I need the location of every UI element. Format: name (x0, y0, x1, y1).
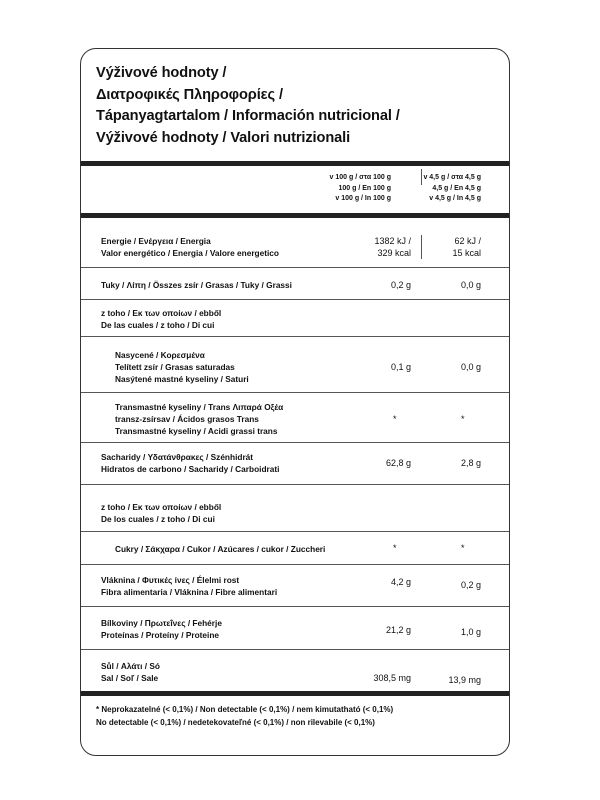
value-sugars-100g: * (393, 543, 397, 553)
row-label-fat-of-which: z toho / Εκ των οποίων / ebből De las cuales / z toho / Di cui (101, 308, 222, 330)
nutrition-label (80, 48, 510, 756)
row-divider (81, 606, 509, 607)
value-trans-serving: * (461, 414, 465, 424)
value-fibre-100g: 4,2 g (390, 577, 411, 587)
row-label-salt: Sůl / Αλάτι / Só Sal / Soľ / Sale (101, 661, 160, 683)
value-energy-100g: 1382 kJ / 329 kcal (374, 236, 411, 258)
header-divider (81, 213, 509, 218)
value-energy-serving: 62 kJ / 15 kcal (452, 236, 481, 258)
row-divider (81, 649, 509, 650)
row-divider (81, 267, 509, 268)
column-header-per-100g: v 100 g / στα 100 g 100 g / En 100 g v 100 g / In 100 g (329, 174, 391, 202)
value-saturated-serving: 0,0 g (460, 362, 481, 372)
value-saturated-100g: 0,1 g (390, 362, 411, 372)
title-line: Výživové hodnoty / Valori nutrizionali (96, 129, 351, 146)
footnote: * Neprokazatelné (< 0,1%) / Non detectable (< 0,1%) / nem kimutatható (< 0,1%) No detectable (< 0,1%) / nedetekovateľné (< 0,1%) / non rilevabile (< 0,1%) (96, 705, 394, 727)
row-label-fat: Tuky / Λίπη / Összes zsír / Grasas / Tuky / Grassi (101, 280, 292, 290)
value-salt-100g: 308,5 mg (373, 673, 411, 683)
row-label-protein: Bílkoviny / Πρωτεΐνες / Fehérje Proteínas / Proteíny / Proteine (101, 618, 222, 640)
value-fibre-serving: 0,2 g (460, 580, 481, 590)
value-protein-100g: 21,2 g (385, 625, 411, 635)
column-header-per-serving: v 4,5 g / στα 4,5 g 4,5 g / En 4,5 g v 4,5 g / In 4,5 g (423, 174, 481, 202)
value-sugars-serving: * (461, 543, 465, 553)
value-trans-100g: * (393, 414, 397, 424)
value-fat-100g: 0,2 g (390, 280, 411, 290)
row-label-saturated-fat: Nasycené / Κορεσμένα Telített zsír / Grasas saturadas Nasýtené mastné kyseliny / Saturi (115, 350, 249, 384)
row-label-carbs-of-which: z toho / Εκ των οποίων / ebből De los cuales / z toho / Di cui (101, 502, 222, 524)
row-divider (81, 299, 509, 300)
value-salt-serving: 13,9 mg (448, 675, 481, 685)
row-label-energy: Energie / Ενέργεια / Energia Valor energético / Energia / Valore energetico (101, 236, 279, 258)
column-divider (421, 169, 422, 185)
title-divider (81, 161, 509, 166)
title-line: Tápanyagtartalom / Información nutricional / (96, 108, 400, 124)
row-divider (81, 484, 509, 485)
value-carbohydrates-100g: 62,8 g (385, 458, 411, 468)
row-label-trans-fat: Transmastné kyseliny / Trans Λιπαρά Οξέα transz-zsírsav / Ácidos grasos Trans Transmastné kyseliny / Acidi grassi trans (115, 402, 284, 436)
row-label-sugars: Cukry / Σάκχαρα / Cukor / Azúcares / cukor / Zuccheri (115, 544, 326, 554)
row-divider (81, 531, 509, 532)
row-label-fibre: Vláknina / Φυτικές ίνες / Élelmi rost Fibra alimentaria / Vláknina / Fibre alimentari (101, 575, 278, 597)
footer-divider (81, 691, 509, 696)
title-line: Výživové hodnoty / (96, 65, 227, 81)
row-label-carbohydrates: Sacharidy / Υδατάνθρακες / Szénhidrát Hidratos de carbono / Sacharidy / Carboidrati (101, 452, 280, 474)
row-divider (81, 336, 509, 337)
row-divider (81, 442, 509, 443)
row-divider (81, 392, 509, 393)
value-protein-serving: 1,0 g (460, 627, 481, 637)
value-fat-serving: 0,0 g (460, 280, 481, 290)
title-line: Διατροφικές Πληροφορίες / (96, 86, 283, 103)
row-divider (81, 564, 509, 565)
value-carbohydrates-serving: 2,8 g (460, 458, 481, 468)
column-divider (421, 235, 422, 259)
nutrition-title (96, 63, 501, 149)
